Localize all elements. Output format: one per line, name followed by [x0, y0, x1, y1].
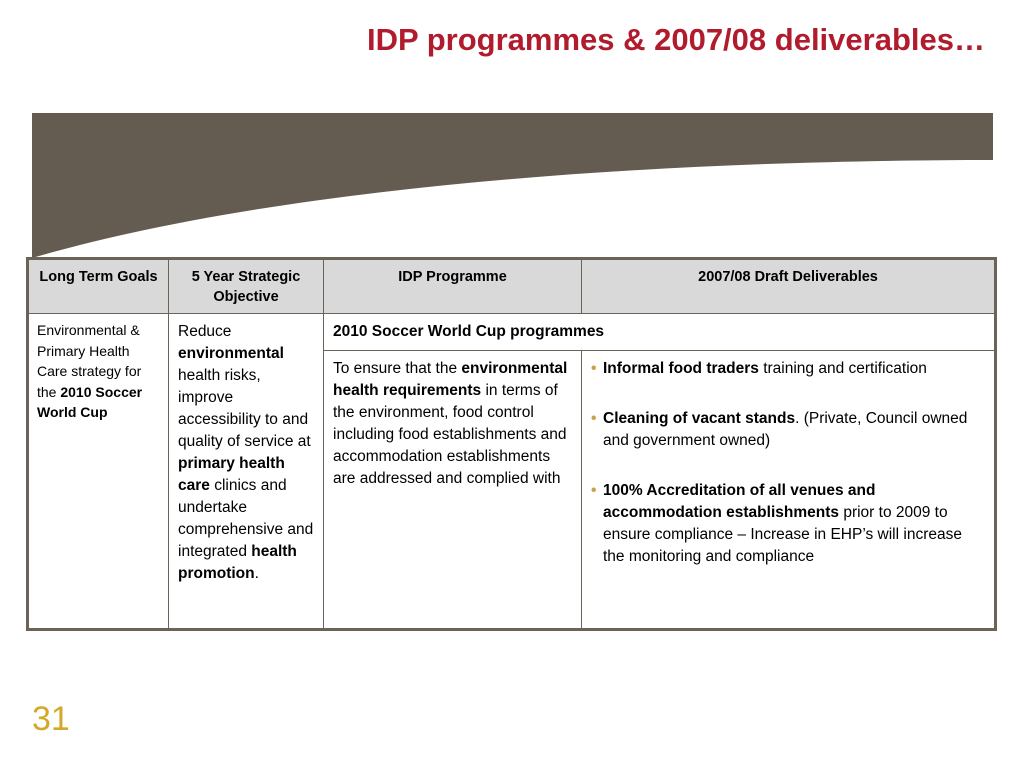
objective-text-4: . [254, 565, 259, 582]
cell-programme-heading: 2010 Soccer World Cup programmes [324, 314, 996, 351]
deliverables-list [591, 358, 985, 568]
slide-title: IDP programmes & 2007/08 deliverables… [366, 22, 985, 57]
header-draft-deliverables: 2007/08 Draft Deliverables [582, 259, 996, 314]
cell-deliverables [582, 351, 996, 630]
cell-strategic-objective [169, 314, 324, 630]
table-row [28, 314, 996, 351]
cell-idp-programme [324, 351, 582, 630]
idp-table [26, 257, 997, 631]
page-number: 31 [32, 700, 70, 738]
objective-text-1: Reduce [178, 323, 232, 340]
header-idp-programme: IDP Programme [324, 259, 582, 314]
deliverable-bold: Informal food traders [603, 360, 759, 377]
deliverable-bold: Cleaning of vacant stands [603, 410, 796, 427]
programme-bold: environmental health requirements [333, 360, 568, 399]
bullet-icon: • [591, 482, 597, 499]
deliverable-text: training and certification [758, 360, 927, 377]
programme-text-1: To ensure that the [333, 360, 462, 377]
goal-text: Environmental & Primary Health Care strategy for the [37, 322, 142, 400]
cell-long-term-goal [28, 314, 169, 630]
list-item [591, 480, 985, 568]
banner-swoosh [32, 113, 993, 258]
list-item [591, 408, 985, 452]
objective-text-3: clinics and undertake comprehensive and integrated [178, 477, 314, 560]
objective-bold-3: health promotion [178, 543, 297, 582]
deliverable-text: prior to 2009 to ensure compliance – Increase in EHP’s will increase the monitoring and compliance [603, 504, 962, 565]
deliverable-bold: 100% Accreditation of all venues and accommodation establishments [603, 482, 876, 521]
objective-text-2: health risks, improve accessibility to and quality of service at [178, 367, 311, 450]
objective-bold-2: primary health care [178, 455, 285, 494]
deliverable-text: . (Private, Council owned and government owned) [603, 410, 968, 449]
bullet-icon: • [591, 410, 597, 427]
bullet-icon: • [591, 360, 597, 377]
goal-bold: 2010 Soccer World Cup [37, 383, 143, 420]
programme-text-2: in terms of the environment, food control including food establishments and accommodation establishments are addressed and complied with [333, 382, 567, 487]
header-5-year-objective: 5 Year Strategic Objective [169, 259, 324, 314]
header-long-term-goals: Long Term Goals [28, 259, 169, 314]
table-header-row [28, 259, 996, 314]
list-item [591, 358, 985, 380]
objective-bold-1: environmental [178, 345, 284, 362]
